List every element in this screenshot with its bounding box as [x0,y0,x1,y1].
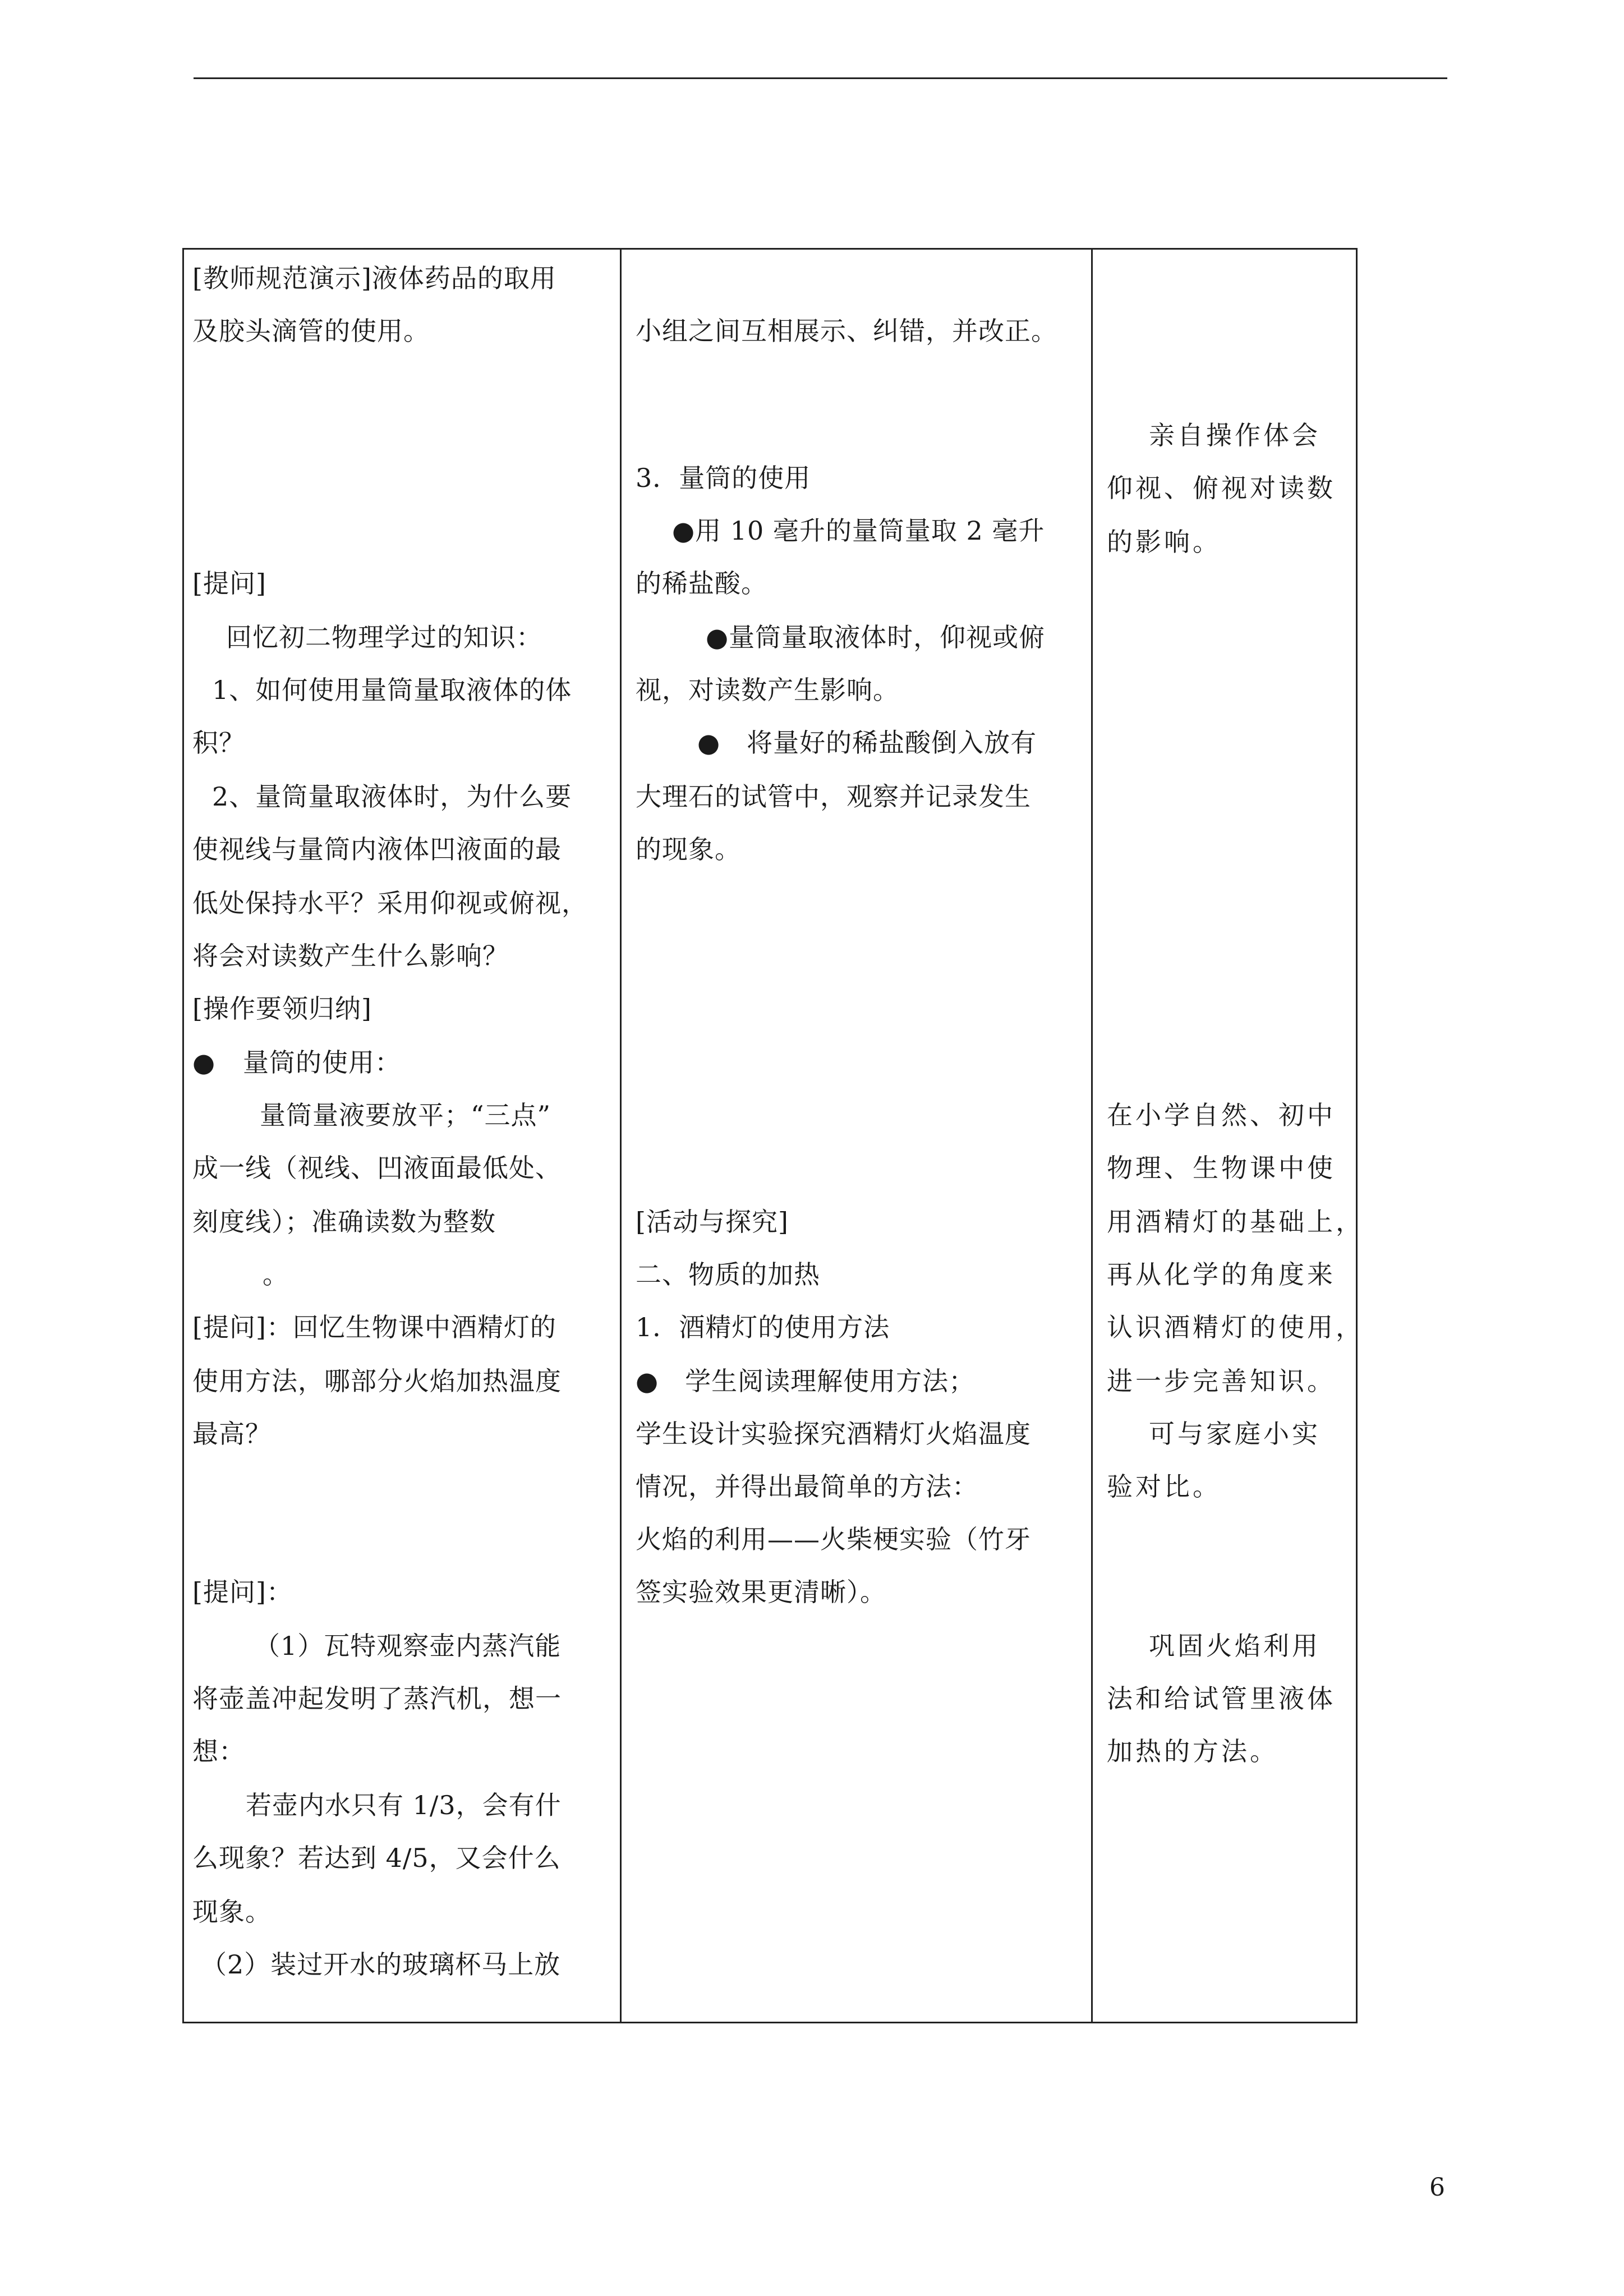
table-line: （2）装过开水的玻璃杯马上放 [201,1949,561,1980]
table-line: 使用方法，哪部分火焰加热温度 [192,1366,562,1396]
table-line: 及胶头滴管的使用。 [192,316,430,346]
student-activity-column [636,250,1090,2022]
table-line: 法和给试管里液体 [1107,1683,1336,1714]
table-line: 大理石的试管中，观察并记录发生 [636,781,1031,812]
table-line: 小组之间互相展示、纠错，并改正。 [636,316,1057,346]
table-line: ● 学生阅读理解使用方法； [636,1366,976,1396]
table-line: [提问]： [192,1577,293,1607]
table-line: 亲自操作体会 [1149,420,1321,450]
table-line: （1）瓦特观察壶内蒸汽能 [254,1631,562,1661]
table-line: [提问]：回忆生物课中酒精灯的 [192,1312,556,1342]
table-line: 想： [192,1736,245,1766]
table-line: 将会对读数产生什么影响？ [192,941,509,971]
table-line: 。 [263,1259,289,1290]
table-line: ●用 10 毫升的量筒量取 2 毫升 [672,516,1045,546]
table-line: 的稀盐酸。 [636,568,767,599]
table-line: 进一步完善知识。 [1107,1366,1336,1396]
table-line: 加热的方法。 [1107,1736,1278,1766]
table-line: 巩固火焰利用 [1149,1631,1321,1661]
table-line: 1．酒精灯的使用方法 [636,1312,890,1342]
header-rule [194,77,1447,79]
table-line: 低处保持水平？采用仰视或俯视， [192,888,588,918]
table-line: 若壶内水只有 1/3，会有什 [246,1790,562,1820]
table-line: 在小学自然、初中 [1107,1100,1336,1130]
table-line: 成一线（视线、凹液面最低处、 [192,1153,562,1183]
table-line: 的现象。 [636,834,741,864]
table-line: 使视线与量筒内液体凹液面的最 [192,834,562,864]
table-line: 现象。 [192,1897,272,1927]
table-line: 再从化学的角度来 [1107,1259,1336,1290]
table-line: ● 将量好的稀盐酸倒入放有 [697,728,1037,758]
table-line: ●量筒量取液体时，仰视或俯 [706,622,1046,652]
lesson-table [182,248,1364,2023]
table-line: 3．量筒的使用 [636,463,811,493]
page-number: 6 [1429,2173,1445,2202]
table-line: 可与家庭小实 [1149,1419,1321,1449]
table-line: [教师规范演示]液体药品的取用 [192,263,556,293]
design-intent-column [1107,250,1364,2022]
table-line: 用酒精灯的基础上， [1107,1207,1364,1237]
table-line: 么现象？若达到 4/5，又会什么 [192,1843,561,1873]
table-line: 仰视、俯视对读数 [1107,473,1336,503]
column-divider [1091,250,1093,2022]
table-line: 刻度线）；准确读数为整数 [192,1207,496,1237]
table-line: [活动与探究] [636,1207,789,1237]
table-line: 将壶盖冲起发明了蒸汽机，想一 [192,1683,562,1714]
table-line: 二、物质的加热 [636,1259,820,1290]
table-line: 的影响。 [1107,527,1221,557]
table-line: 回忆初二物理学过的知识： [226,622,542,652]
table-line: 最高？ [192,1419,272,1449]
table-line: 量筒量液要放平；“三点” [260,1100,551,1130]
table-line: 认识酒精灯的使用， [1107,1312,1364,1342]
table-line: 火焰的利用——火柴梗实验（竹牙 [636,1524,1031,1554]
table-line: 学生设计实验探究酒精灯火焰温度 [636,1419,1031,1449]
bullet: ● [192,1047,216,1078]
table-line: 积？ [192,728,245,758]
teacher-activity-column [192,250,619,2022]
table-line: 签实验效果更清晰）。 [636,1577,886,1607]
table-line: 验对比。 [1107,1471,1221,1502]
table-line: [操作要领归纳] [192,993,372,1024]
table-line: 2、量筒量取液体时，为什么要 [212,781,572,812]
column-divider [620,250,622,2022]
table-line: 1、如何使用量筒量取液体的体 [212,675,572,705]
table-line: 情况，并得出最简单的方法： [636,1471,978,1502]
table-line: [提问] [192,568,266,599]
table-line: 物理、生物课中使 [1107,1153,1336,1183]
table-line: 量筒的使用： [243,1047,401,1078]
table-line: 视，对读数产生影响。 [636,675,899,705]
